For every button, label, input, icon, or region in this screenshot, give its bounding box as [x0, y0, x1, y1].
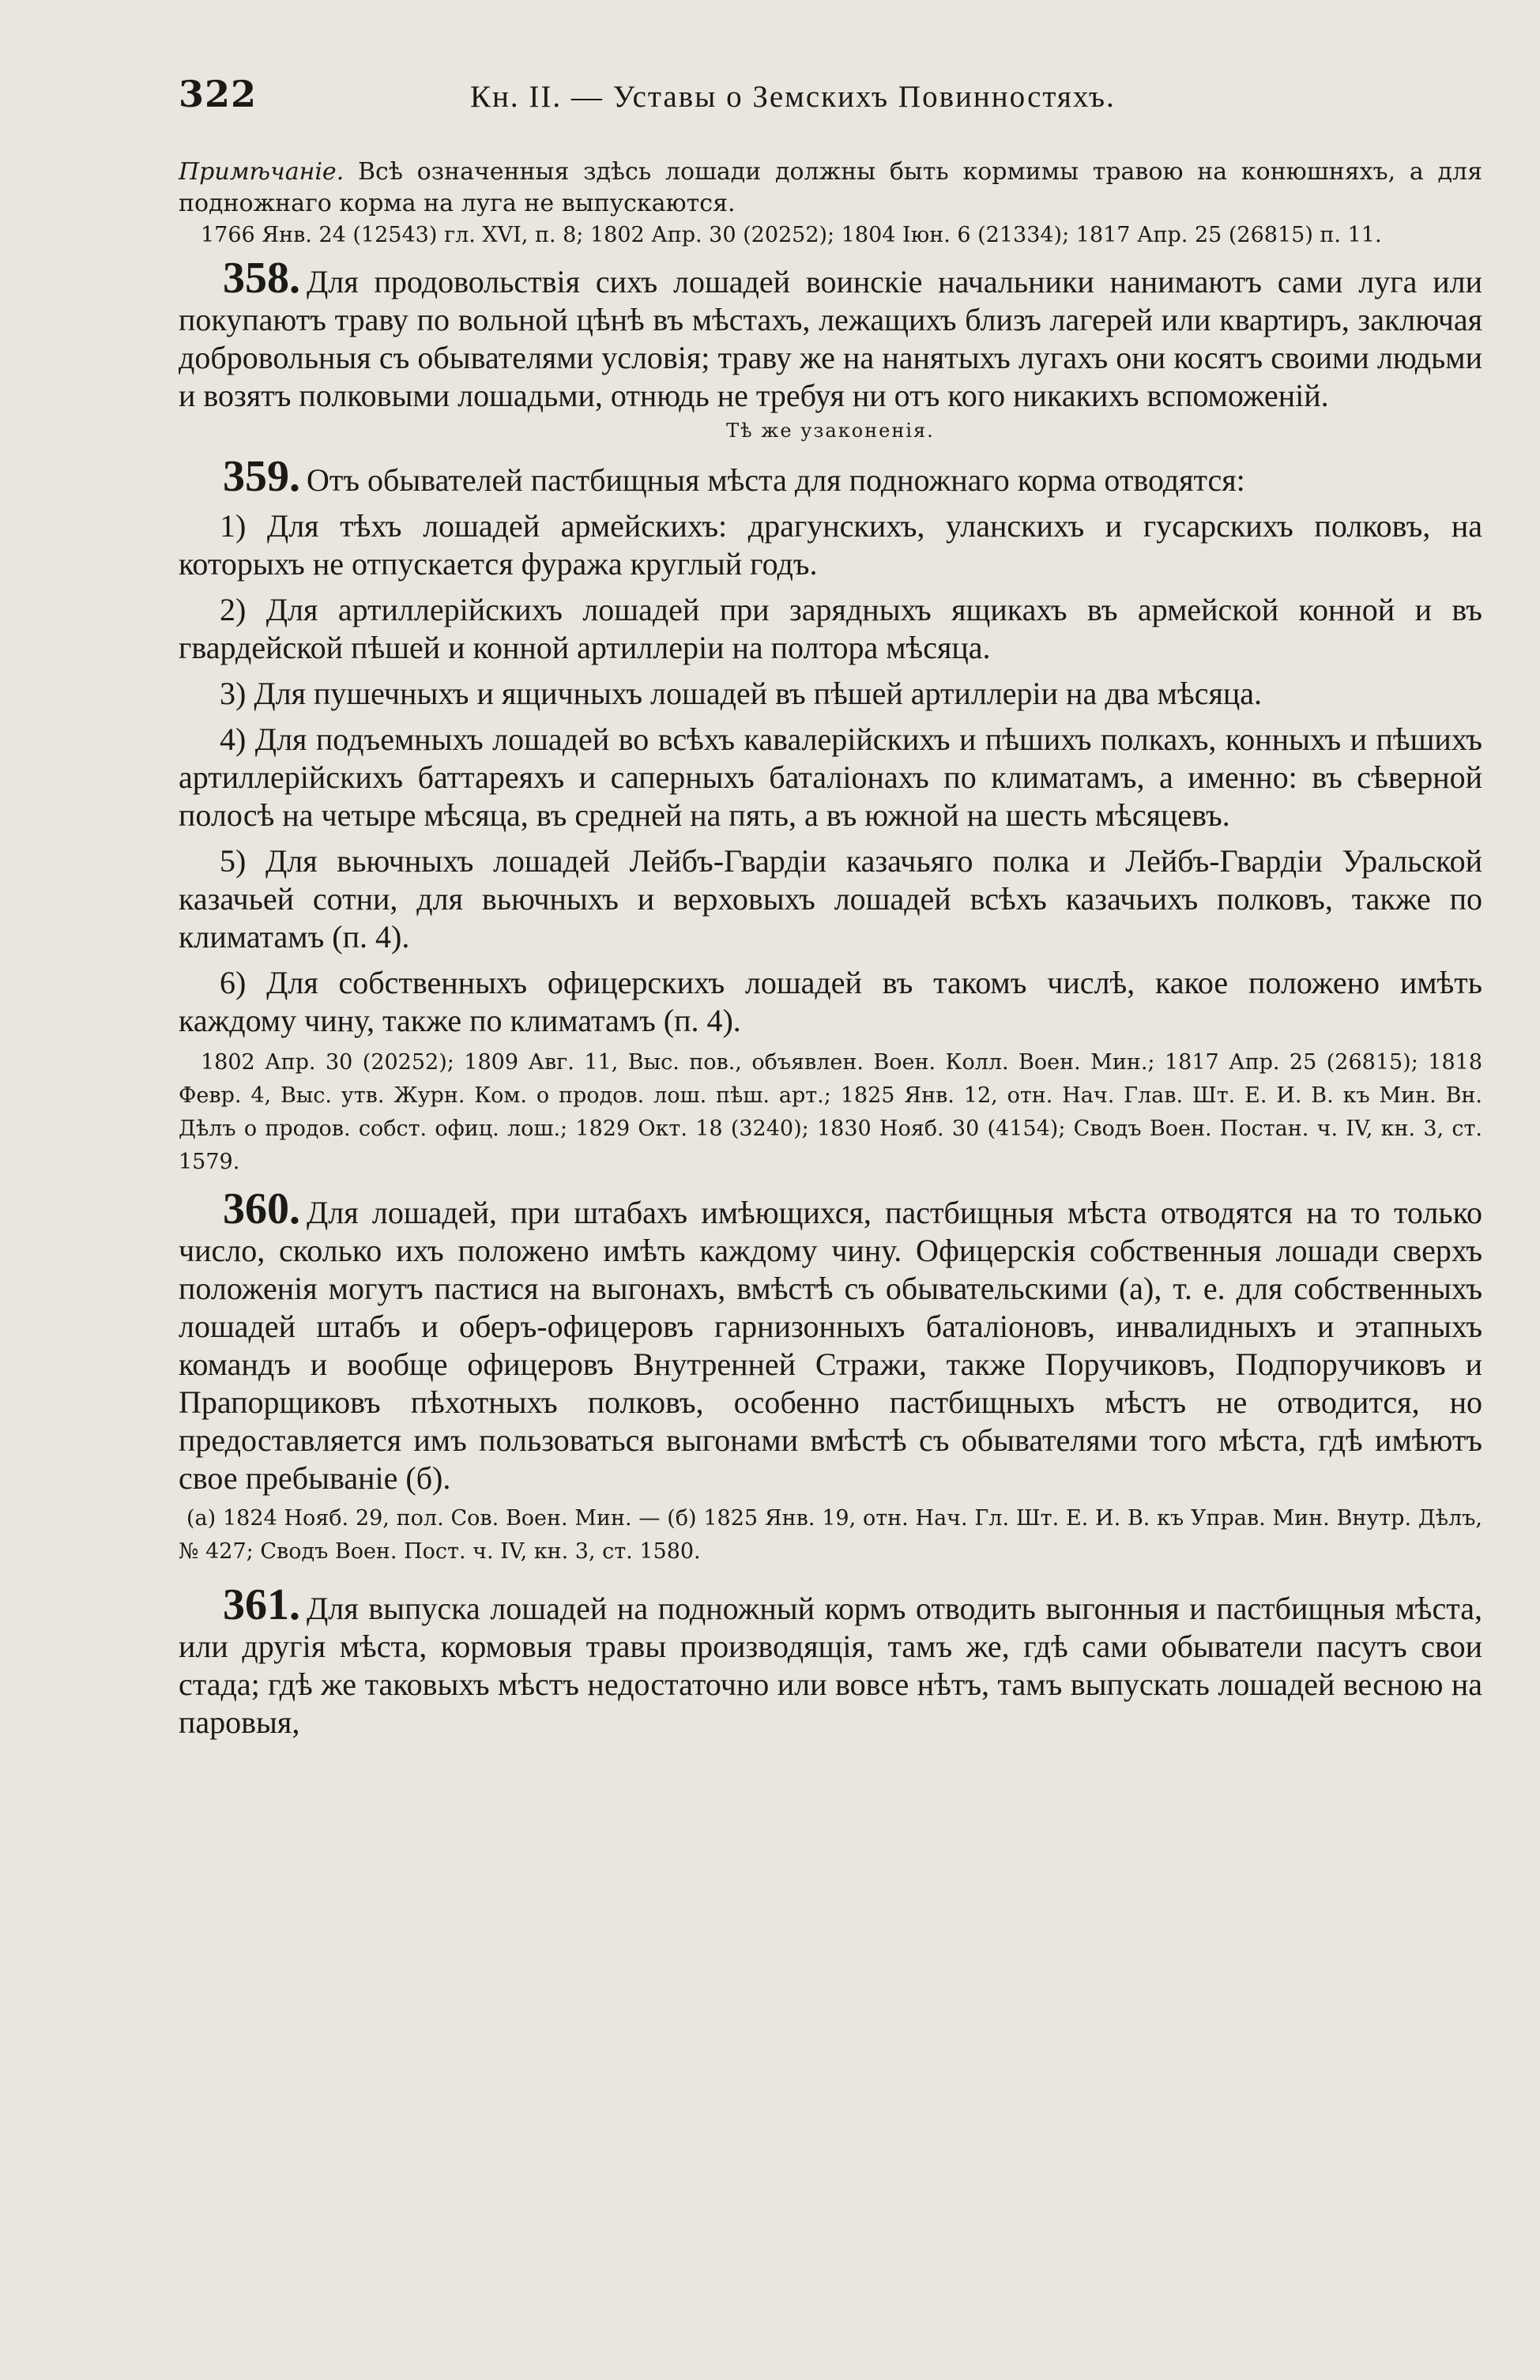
references-block: 1802 Апр. 30 (20252); 1809 Авг. 11, Выс. пов., объявлен. Воен. Колл. Воен. Мин.; 1817 Апр. 25 (26815); 1818 Февр. 4, Выс. утв. Журн. Ком. о продов. лош. пѣш. арт.; 1825 Янв. 12, отн. Нач. Глав. Шт. Е. И. В. къ Мин. Вн. Дѣлъ о продов. собст. офиц. лош.; 1829 Окт. 18 (3240); 1830 Нояб. 30 (4154); Сводъ Воен. Постан. ч. IV, кн. 3, ст. 1579.	[179, 1050, 1482, 1174]
list-item: 4) Для подъемныхъ лошадей во всѣхъ кавалерійскихъ и пѣшихъ полкахъ, конныхъ и пѣшихъ артиллерійскихъ баттареяхъ и саперныхъ баталіонахъ по климатамъ, а именно: въ сѣверной полосѣ на четыре мѣсяца, въ средней на пять, а въ южной на шесть мѣсяцевъ.	[179, 721, 1482, 833]
note-label: Примѣчаніе.	[179, 158, 345, 186]
article-number: 358.	[223, 254, 300, 303]
list-item: 1) Для тѣхъ лошадей армейскихъ: драгунскихъ, уланскихъ и гусарскихъ полковъ, на которыхъ не отпускается фуража круглый годъ.	[179, 508, 1482, 582]
list-item: 3) Для пушечныхъ и ящичныхъ лошадей въ пѣшей артиллеріи на два мѣсяца.	[220, 676, 1263, 711]
page-header	[179, 73, 1493, 115]
running-title: Кн. II. — Уставы о Земскихъ Повинностяхъ.	[470, 80, 1116, 114]
list-item: 2) Для артиллерійскихъ лошадей при зарядныхъ ящикахъ въ армейской конной и въ гвардейской пѣшей и конной артиллеріи на полтора мѣсяца.	[179, 592, 1482, 665]
article-text: Для продовольствія сихъ лошадей воинскіе начальники нанимаютъ сами луга или покупаютъ траву по вольной цѣнѣ въ мѣстахъ, лежащихъ близъ лагерей или квартиръ, заключая добровольныя съ обывателями условія; траву же на нанятыхъ лугахъ они косятъ своими людьми и возятъ полковыми лошадьми, отнюдь не требуя ни отъ кого никакихъ вспоможеній.	[179, 264, 1482, 413]
list-item: 6) Для собственныхъ офицерскихъ лошадей въ такомъ числѣ, какое положено имѣть каждому чину, также по климатамъ (п. 4).	[179, 965, 1482, 1038]
page-number: 322	[179, 73, 258, 115]
article-intro: Отъ обывателей пастбищныя мѣста для подножнаго корма отводятся:	[307, 462, 1245, 498]
note-paragraph	[179, 156, 1482, 220]
source-reference: Тѣ же узаконенія.	[726, 420, 935, 442]
article-text: Для лошадей, при штабахъ имѣющихся, пастбищныя мѣста отводятся на то только число, сколько ихъ положено имѣть каждому чину. Офицерскія собственныя лошади сверхъ положенія могутъ пастися на выгонахъ, вмѣстѣ съ обывательскими (а), т. е. для собственныхъ лошадей штабъ и оберъ-офицеровъ гарнизонныхъ баталіоновъ, инвалидныхъ и этапныхъ командъ и вообще офицеровъ Внутренней Стражи, также Поручиковъ, Подпоручиковъ и Прапорщиковъ пѣхотныхъ полковъ, особенно пастбищныхъ мѣстъ не отводится, но предоставляется имъ пользоваться выгонами вмѣстѣ съ обывателями того мѣста, гдѣ имѣютъ свое пребываніе (б).	[179, 1195, 1482, 1496]
list-item: 5) Для вьючныхъ лошадей Лейбъ-Гвардіи казачьяго полка и Лейбъ-Гвардіи Уральской казачьей сотни, для вьючныхъ и верховыхъ лошадей всѣхъ казачьихъ полковъ, также по климатамъ (п. 4).	[179, 843, 1482, 955]
article-359	[179, 452, 1482, 501]
note-reference: 1766 Янв. 24 (12543) гл. XVI, п. 8; 1802 Апр. 30 (20252); 1804 Іюн. 6 (21334); 1817 Апр. 25 (26815) п. 11.	[201, 223, 1382, 247]
article-361	[179, 1580, 1482, 1742]
footnote: (а) 1824 Нояб. 29, пол. Сов. Воен. Мин. — (б) 1825 Янв. 19, отн. Нач. Гл. Шт. Е. И. В. къ Управ. Мин. Внутр. Дѣлъ, № 427; Сводъ Воен. Пост. ч. IV, кн. 3, ст. 1580.	[179, 1506, 1482, 1564]
article-number: 360.	[223, 1184, 300, 1233]
article-360	[179, 1184, 1482, 1497]
article-number: 361.	[223, 1580, 300, 1629]
article-text: Для выпуска лошадей на подножный кормъ отводить выгонныя и пастбищныя мѣста, или другія мѣста, кормовыя травы производящія, тамъ же, гдѣ сами обыватели пасутъ свои стада; гдѣ же таковыхъ мѣстъ недостаточно или вовсе нѣтъ, тамъ выпускать лошадей весною на паровыя,	[179, 1591, 1482, 1740]
note-text: Всѣ означенныя здѣсь лошади должны быть кормимы травою на конюшняхъ, а для подножнаго корма на луга не выпускаются.	[179, 158, 1482, 217]
article-number: 359.	[223, 452, 300, 501]
article-358	[179, 254, 1482, 415]
